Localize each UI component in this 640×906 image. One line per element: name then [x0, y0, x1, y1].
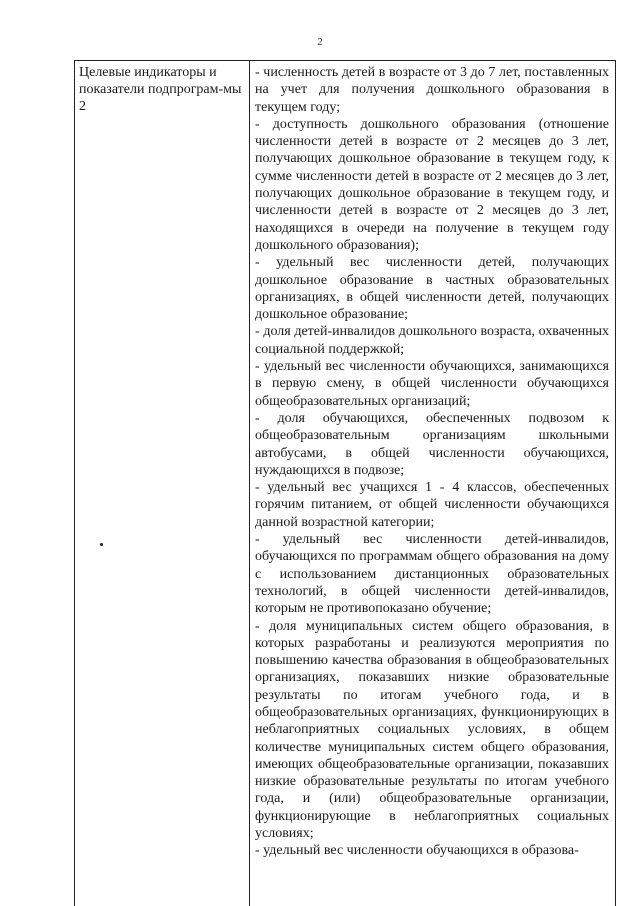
indicator-item: - удельный вес численности детей-инвалидов, обучающихся по программам общего образования на дому с использованием дистанционных образовательных технологий, в общей численности детей-инвалидов, которым не противопоказано обучение; [255, 532, 609, 617]
indicator-item: - удельный вес численности обучающихся, занимающихся в первую смену, в общей численности обучающихся общеобразовательных организаций; [255, 359, 609, 409]
indicator-item: - удельный вес численности детей, получающих дошкольное образование в частных образовательных организациях, в общей численности детей, получающих дошкольное образование; [255, 255, 609, 323]
indicator-item: - доступность дошкольного образования (отношение численности детей в возрасте от 2 месяцев до 3 лет, получающих дошкольное образование в текущем году, к сумме численности детей в возрасте от 2 месяцев до 3 лет, получающих дошкольное образование в текущем году, и численности детей в возрасте от 2 месяцев до 3 лет, находящихся в очереди на получение в текущем году дошкольного образования); [255, 116, 609, 253]
column-divider [249, 61, 250, 906]
indicator-item: - удельный вес учащихся 1 - 4 классов, обеспеченных горячим питанием, от общей численности обучающихся данной возрастной категории; [255, 480, 609, 530]
indicator-item: - удельный вес численности обучающихся в образова- [255, 843, 579, 859]
indicators-table [74, 60, 616, 906]
table-label-cell: Целевые индикаторы и показатели подпрограм-мы 2 [79, 65, 242, 114]
indicator-item: - доля обучающихся, обеспеченных подвозом к общеобразовательным организациям школьными автобусами, в общей численности обучающихся, нуждающихся в подвозе; [255, 410, 609, 478]
page-number: 2 [317, 36, 323, 48]
indicator-item: - доля муниципальных систем общего образования, в которых разработаны и реализуются мероприятия по повышению качества образования в общеобразовательных организациях, показавших низкие образовательные результаты по итогам учебного года, и в общеобразовательных организациях, функционирующих в неблагоприятных социальных условиях, в общем количестве муниципальных систем общего образования, имеющих общеобразовательные организации, показавших низкие образовательные результаты по итогам учебного года, и (или) общеобразовательные организации, функционирующие в неблагоприятных социальных условиях; [255, 618, 609, 842]
scan-speck [100, 543, 103, 546]
table-content-cell [255, 64, 609, 860]
indicator-item: - численность детей в возрасте от 3 до 7 лет, поставленных на учет для получения дошкольного образования в текущем году; [255, 65, 609, 115]
indicator-item: - доля детей-инвалидов дошкольного возраста, охваченных социальной поддержкой; [255, 324, 609, 357]
